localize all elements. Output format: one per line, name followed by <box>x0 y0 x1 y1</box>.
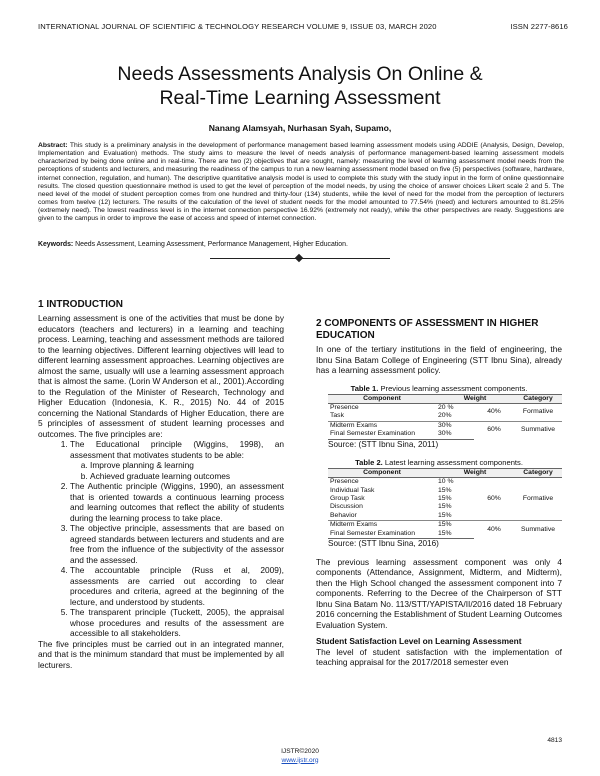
keywords-label: Keywords: <box>38 241 74 248</box>
table-row: Midterm Exams 30% 60% Summative <box>328 421 562 430</box>
section2-paragraph-1: In one of the tertiary institutions in the field of engineering, the Ibnu Sina Batam College of Engineering (STT Ibnu Sina), already has a learning assessment policy. <box>316 344 562 375</box>
principles-list <box>38 439 284 639</box>
table-header-row <box>328 394 562 404</box>
paper-title <box>0 62 600 110</box>
col-component: Component <box>328 468 436 478</box>
list-item: 3. The objective principle, assessments that are based on agreed standards between lecturers and students and are free from the influence of the subjectivity of the assessor and the assessed. <box>70 523 284 565</box>
footer-link[interactable]: www.ijstr.org <box>281 756 319 764</box>
list-item: 1. The Educational principle (Wiggins, 1998), an assessment that motivates students to be able: a. Improve planning & learning b. Achieved graduate learning outcomes <box>70 439 284 481</box>
section2-paragraph-2: The previous learning assessment component was only 4 components (Attendance, Assignment, Midterm, and Midterm), then the High School changed the assessment component into 7 components. Referring to the Decree of the Chairperson of STT Ibnu Sina Batam No. 113/STT/YAPISTA/II/2016 dated 18 February 2016 concerning the Establishment of Student Learning Outcomes Evaluation System. <box>316 556 562 630</box>
diamond-icon <box>295 253 303 261</box>
table-row: Midterm Exams 15% 40% Summative <box>328 521 562 530</box>
footer-copyright: IJSTR©2020 <box>281 748 319 755</box>
table-row: Final Semester Examination 30% <box>328 430 562 439</box>
table-row: Final Semester Examination 15% <box>328 530 562 539</box>
keywords <box>38 241 564 249</box>
table-2 <box>328 468 562 539</box>
table1-source: Source: (STT Ibnu Sina, 2011) <box>328 439 439 449</box>
intro-paragraph-1: Learning assessment is one of the activities that must be done by educators (teachers and lecturers) in a learning and teaching process. Learning, teaching and assessment methods are tailored to the learning objectives. Different learning objectives will lead to different learning assessment approaches. Learning objectives are almost the same, usually will use a learning assessment approach that is almost the same. (Lorin W Anderson et al., 2001).According to the Regulation of the Minister of Research, Technology and Higher Education (Indonesia, K. R., 2015) No. 44 of 2015 concerning the National Standards of Higher Education, there are 5 principles of assessment of student learning processes and outcomes. The five principles are: <box>38 313 284 439</box>
col-component: Component <box>328 394 436 404</box>
footer <box>0 748 600 765</box>
intro-paragraph-2: The five principles must be carried out in an integrated manner, and that is the minimum standard that must be implemented by all lecturers. <box>38 638 284 670</box>
section2-paragraph-3: The level of student satisfaction with the implementation of teaching appraisal for the 2017/2018 semester even <box>316 646 562 668</box>
col-weight: Weight <box>436 468 514 478</box>
sub-list <box>70 460 284 481</box>
list-item: 2. The Authentic principle (Wiggins, 1990), an assessment that is oriented towards a continuous learning process and learning outcomes that reflect the ability of students during the learning process to take place. <box>70 481 284 523</box>
abstract-label: Abstract: <box>38 142 68 149</box>
title-line-2: Real-Time Learning Assessment <box>159 87 441 109</box>
section-divider <box>210 254 390 262</box>
table-row: Discussion 15% <box>330 503 452 511</box>
table-row: Group Task 15% <box>330 494 452 502</box>
table-row: Individual Task 15% <box>330 486 452 494</box>
table2-caption: Table 2. Latest learning assessment components. <box>355 457 523 467</box>
table-1 <box>328 394 562 440</box>
table-row: Behavior 15% <box>330 511 452 519</box>
list-item: b. Achieved graduate learning outcomes <box>90 471 284 482</box>
keywords-text: Needs Assessment, Learning Assessment, Performance Management, Higher Education. <box>75 241 348 248</box>
left-column <box>38 299 284 670</box>
table-row: Presence 10 % 60% Formative <box>330 478 554 502</box>
table-row: Task 20% <box>330 412 452 420</box>
title-line-1: Needs Assessments Analysis On Online & <box>117 63 483 85</box>
list-item: 4. The accountable principle (Russ et al, 2009), assessments are carried out according to clear procedures and criteria, agreed at the beginning of the lecture, and understood by students. <box>70 565 284 607</box>
abstract-text: This study is a preliminary analysis in the development of performance management based learning assessment models using ADDIE (Analysis, Design, Develop, Implementation and Evaluation) methods. The study aims to measure the level of needs analysis of performance management-based learning assessment models characterized by being done online and in real-time. There are two (2) objectives that are sought, namely: measuring the level of learning assessment model needs from the perceptions of students and lecturers, and measuring the readiness of the campus to run a new learning assessment model based on five (5) perspectives (software, hardware, internet connection, regulation, and human). The descriptive quantitative analysis model is used to complete this study with the study input in the form of online questionnaire results. The closed question questionnaire method is used to get the level of perception of the model needs, by using the choice of answer choices Likert scale 2 and 5. The need level of the model of student perception comes from one hundred and thirty-four (134) students, while the level of need for the model from the perception of lecturers comes from twelve (12) lecturers. The results of the calculation of the level of student needs for the model amounted to 77.54% (need) and lecturers amounted to 81.25% (extremely need). The lowest readiness level is in the internet connection perspective 16.92% (extremely not ready), while the other perspectives are ready. Suggestions are given to the campus in order to improve the ease of access and speed of internet connection. <box>38 142 564 223</box>
list-item: 5. The transparent principle (Tuckett, 2005), the appraisal whose procedures and results of the assessment are accessible to all stakeholders. <box>70 607 284 639</box>
table1-caption: Table 1. Previous learning assessment components. <box>350 383 528 393</box>
list-item: a. Improve planning & learning <box>90 460 284 471</box>
table-row: Presence 20 % 40% Formative <box>330 404 554 416</box>
authors: Nanang Alamsyah, Nurhasan Syah, Supamo, <box>208 123 392 133</box>
col-weight: Weight <box>436 394 514 404</box>
running-header <box>38 22 568 36</box>
table2-source: Source: (STT Ibnu Sina, 2016) <box>328 538 439 548</box>
page-number: 4813 <box>547 737 562 744</box>
intro-heading: 1 INTRODUCTION <box>38 299 123 310</box>
section2-heading: 2 COMPONENTS OF ASSESSMENT IN HIGHER EDUCATION <box>316 318 539 341</box>
issn: ISSN 2277-8616 <box>510 22 568 31</box>
abstract <box>38 142 564 224</box>
col-category: Category <box>514 468 562 478</box>
journal-name: INTERNATIONAL JOURNAL OF SCIENTIFIC & TECHNOLOGY RESEARCH VOLUME 9, ISSUE 03, MARCH 2020 <box>38 22 437 31</box>
right-column <box>316 318 562 668</box>
col-category: Category <box>514 394 562 404</box>
table-header-row <box>328 468 562 478</box>
subsection-heading: Student Satisfaction Level on Learning Assessment <box>316 636 522 647</box>
